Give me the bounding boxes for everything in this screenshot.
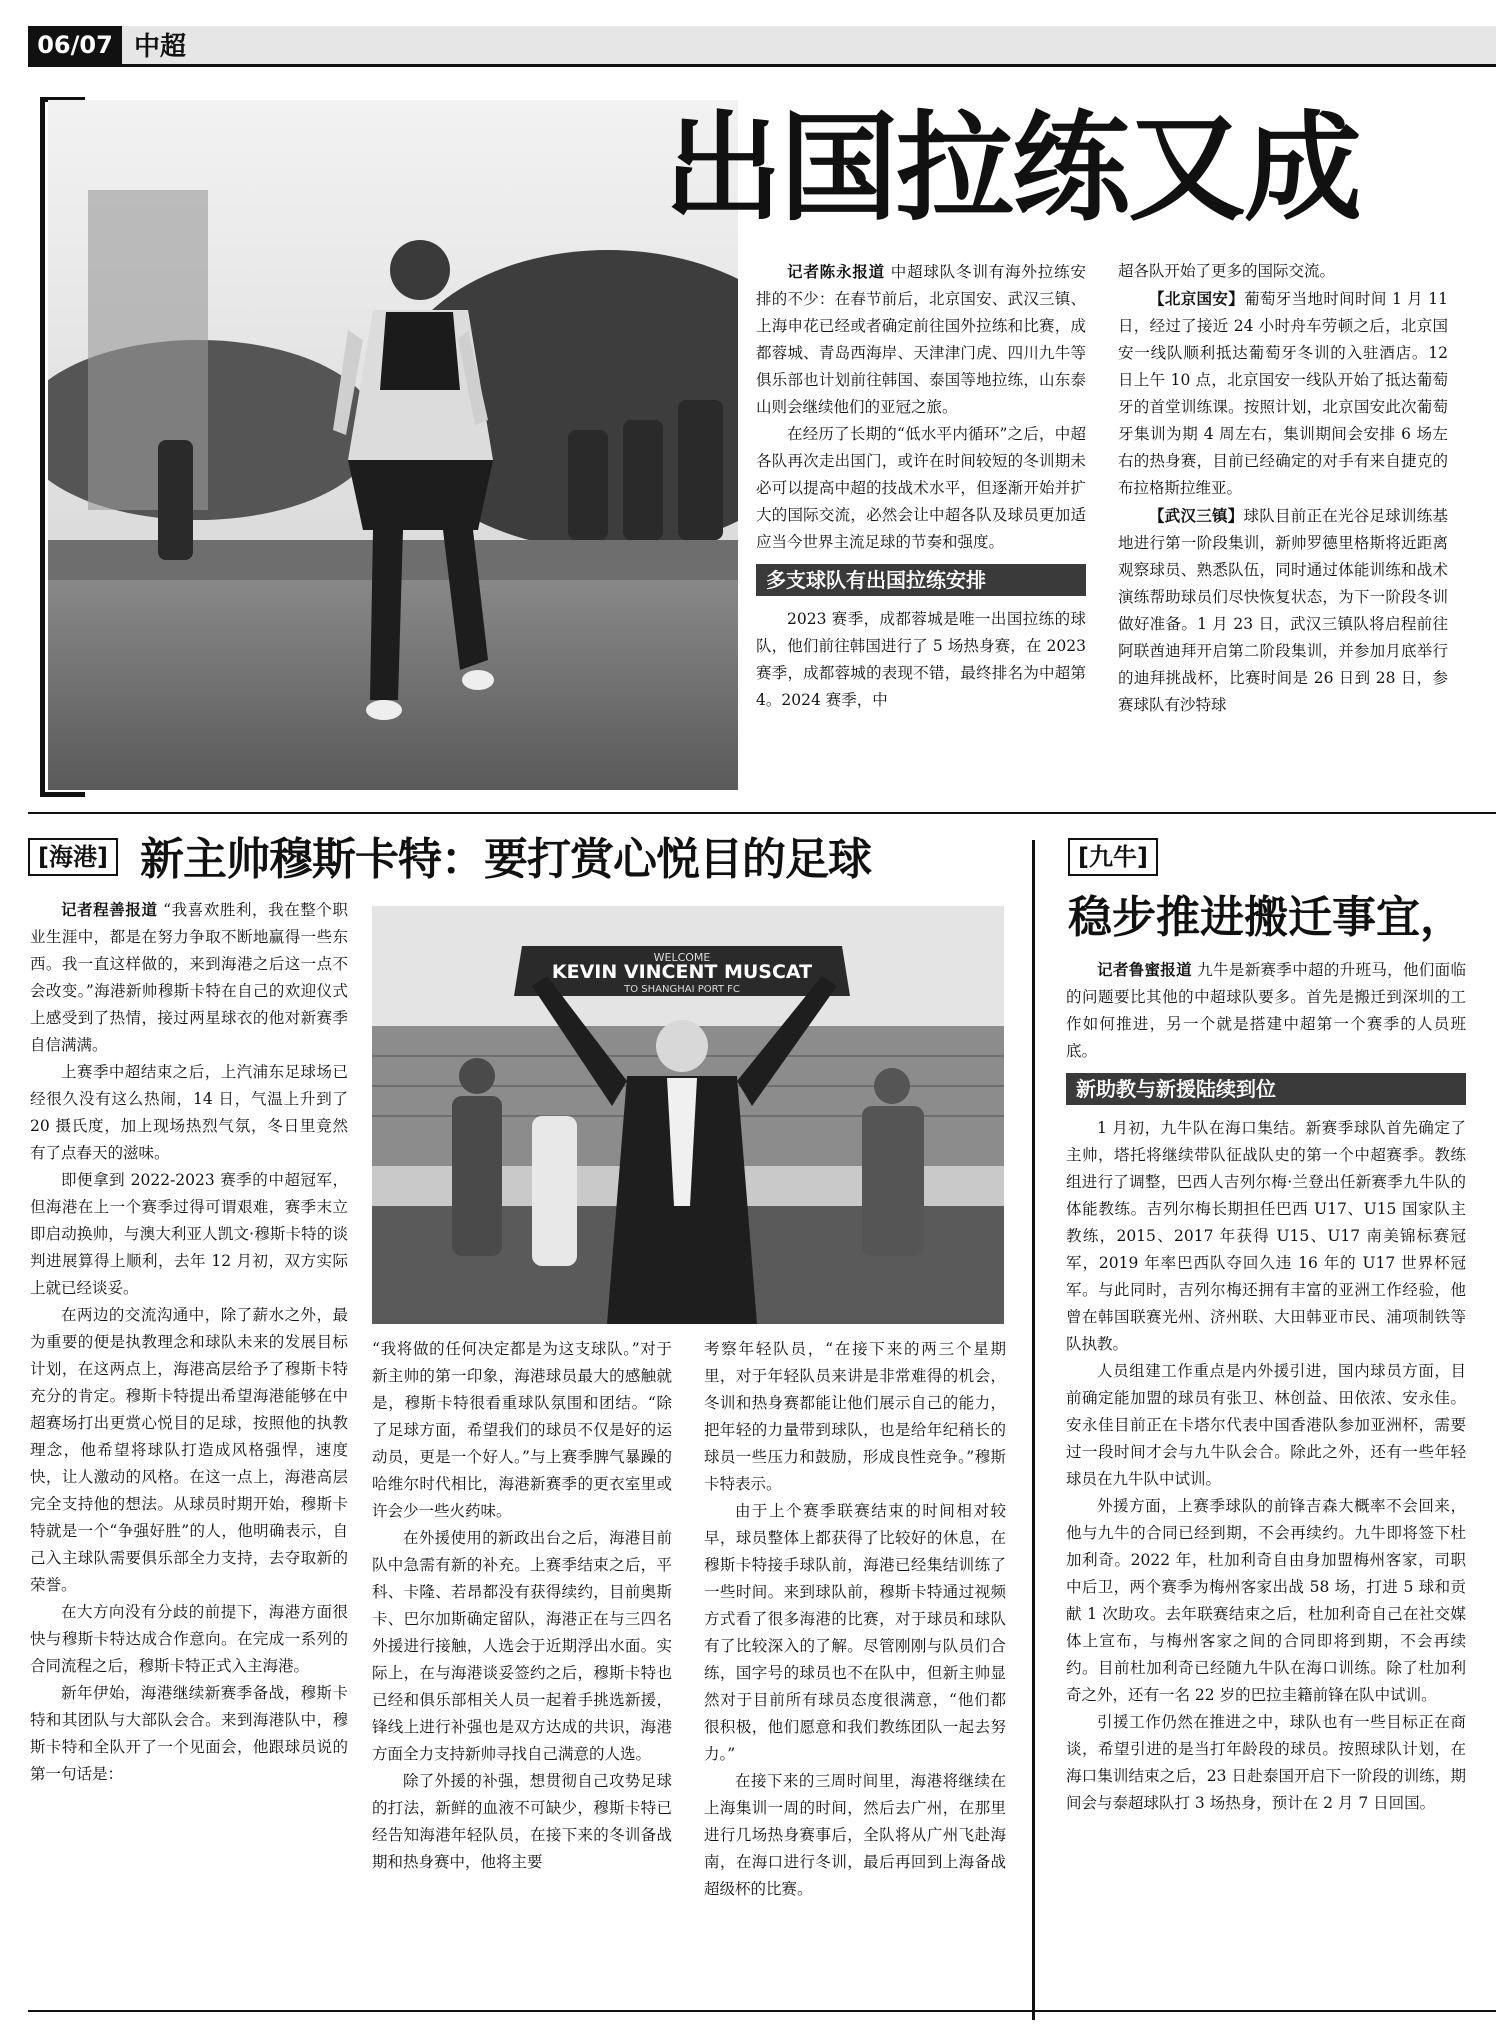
paragraph: 在两边的交流沟通中，除了薪水之外，最为重要的便是执教理念和球队未来的发展目标计划，在这两点上，海港高层给予了穆斯卡特充分的肯定。穆斯卡特提出希望海港能够在中超赛场打出更赏心悦目的足球，按照他的执教理念，他希望将球队打造成风格强悍，速度快，让人激动的风格。在这一点上，海港高层完全支持他的想法。从球员时期开始，穆斯卡特就是一个“争强好胜”的人，他明确表示，自己入主球队需要俱乐部全力支持，去夺取新的荣誉。 [30, 1306, 348, 1594]
byline: 记者陈永报道 [787, 262, 886, 281]
paragraph: 在接下来的三周时间里，海港将继续在上海集训一周的时间，然后去广州，在那里进行几场热身赛事后，全队将从广州飞赴海南，在海口进行冬训，最后再回到上海备战超级杯的比赛。 [704, 1772, 1006, 1898]
byline: 记者鲁蜜报道 [1097, 960, 1192, 979]
paragraph: 由于上个赛季联赛结束的时间相对较早，球员整体上都获得了比较好的休息，在穆斯卡特接手球队前，海港已经集结训练了一些时间。来到球队前，穆斯卡特通过视频方式看了很多海港的比赛，对于球员和球队有了比较深入的了解。尽管刚刚与队员们合练，国字号的球员也不在队中，但新主帅显然对于目前所有球员态度很满意，“他们都很积极，他们愿意和我们教练团队一起去努力。” [704, 1502, 1006, 1763]
section-title: 中超 [134, 32, 187, 62]
paragraph: 考察年轻队员，“在接下来的两三个星期里，对于年轻队员来讲是非常难得的机会，冬训和热身赛都能让他们展示自己的能力，把年轻的力量带到球队，也是给年纪稍长的球员一些压力和鼓励，形成良性竞争。”穆斯卡特表示。 [704, 1340, 1006, 1493]
paragraph: 1 月初，九牛队在海口集结。新赛季球队首先确定了主帅，塔托将继续带队征战队史的第一个中超赛季。教练组进行了调整，巴西人吉列尔梅·兰登出任新赛季九牛队的体能教练。吉列尔梅长期担任巴西 U17、U15 国家队主教练，2015、2017 年获得 U15、U17 南美锦标赛冠军，2019 年率巴西队夺回久违 16 年的 U17 世界杯冠军。与此同时，吉列尔梅还拥有丰富的亚洲工作经验，他曾在韩国联赛光州、济州联、大田韩亚市民、浦项制铁等队执教。 [1066, 1119, 1466, 1353]
top-article-column-1 [756, 258, 1086, 714]
paragraph: 2023 赛季，成都蓉城是唯一出国拉练的球队，他们前往韩国进行了 5 场热身赛，在 2023 赛季，成都蓉城的表现不错，最终排名为中超第 4。2024 赛季，中 [756, 610, 1086, 709]
page-number: 06/07 [28, 26, 122, 64]
paragraph: 外援方面，上赛季球队的前锋吉森大概率不会回来，他与九牛的合同已经到期，不会再续约。九牛即将签下杜加利奇。2022 年，杜加利奇自由身加盟梅州客家，司职中后卫，两个赛季为梅州客家出战 58 场，打进 5 球和贡献 1 次助攻。去年联赛结束之后，杜加利奇自己在社交媒体上宣布，与梅州客家之间的合同即将到期，不会再续约。目前杜加利奇已经随九牛队在海口训练。除了杜加利奇之外，还有一名 22 岁的巴拉圭籍前锋在队中试训。 [1066, 1497, 1466, 1704]
column-divider [1032, 840, 1035, 2020]
paragraph: 上赛季中超结束之后，上汽浦东足球场已经很久没有这么热闹，14 日，气温上升到了 20 摄氏度，加上现场热烈气氛，冬日里竟然有了点春天的滋味。 [30, 1063, 348, 1162]
paragraph [30, 896, 348, 1059]
paragraph [1118, 502, 1448, 719]
paragraph: 新年伊始，海港继续新赛季备战，穆斯卡特和其团队与大部队会合。来到海港队中，穆斯卡特和全队开了一个见面会，他跟球员说的第一句话是： [30, 1684, 348, 1783]
paragraph: 引援工作仍然在推进之中，球队也有一些目标正在商谈，希望引进的是当打年龄段的球员。按照球队计划，在海口集训结束之后，23 日赴泰国开启下一阶段的训练，期间会与泰超球队打 3 场热身，预计在 2 月 7 日回国。 [1066, 1713, 1466, 1812]
jiuniu-tag: [九牛] [1068, 838, 1158, 876]
paragraph-text: “我喜欢胜利，我在整个职业生涯中，都是在努力争取不断地赢得一些东西。我一直这样做的，来到海港之后这一点不会改变。”海港新帅穆斯卡特在自己的欢迎仪式上感受到了热情，接过两星球衣的他对新赛季自信满满。 [30, 901, 348, 1054]
paragraph: 即便拿到 2022-2023 赛季的中超冠军，但海港在上一个赛季过得可谓艰难，赛季末立即启动换帅，与澳大利亚人凯文·穆斯卡特的谈判进展算得上顺利，去年 12 月初，双方实际上就已经谈妥。 [30, 1171, 348, 1297]
top-article-intro [756, 258, 1086, 421]
haigang-column-1 [30, 896, 348, 1788]
subheading: 新助教与新援陆续到位 [1066, 1073, 1466, 1105]
haigang-photo [372, 906, 1004, 1324]
hero-photo [48, 100, 738, 790]
paragraph-text: 球队目前正在光谷足球训练基地进行第一阶段集训，新帅罗德里格斯将近距离观察球员、熟悉队伍，同时通过体能训练和战术演练帮助球员们尽快恢复状态，为下一阶段冬训做好准备。1 月 23 日，武汉三镇队将启程前往阿联酋迪拜开启第二阶段集训，并参加月底举行的迪拜挑战杯，比赛时间是 26 日到 28 日，参赛球队有沙特球 [1118, 507, 1448, 714]
paragraph: 中超球队冬训有海外拉练安排的不少：在春节前后，北京国安、武汉三镇、上海申花已经或者确定前往国外拉练和比赛，成都蓉城、青岛西海岸、天津津门虎、四川九牛等俱乐部也计划前往韩国、泰国等地拉练，山东泰山则会继续他们的亚冠之旅。 [756, 263, 1086, 416]
byline: 记者程善报道 [61, 900, 158, 919]
main-headline: 出国拉练又成 [664, 98, 1361, 237]
paragraph: 在外援使用的新政出台之后，海港目前队中急需有新的补充。上赛季结束之后，平科、卡隆、若昂都没有获得续约，目前奥斯卡、巴尔加斯确定留队，海港正在与三四名外援进行接触，人选会于近期浮出水面。实际上，在与海港谈妥签约之后，穆斯卡特也已经和俱乐部相关人员一起着手挑选新援，锋线上进行补强也是双方达成的共识，海港方面全力支持新帅寻找自己满意的人选。 [372, 1529, 672, 1763]
section-divider [28, 812, 1496, 814]
paragraph [1118, 285, 1448, 502]
top-article-column-2 [1118, 258, 1448, 719]
team-label: 【北京国安】 [1149, 289, 1245, 308]
haigang-column-3 [704, 1336, 1006, 1903]
haigang-column-2 [372, 1336, 672, 1876]
paragraph: 在经历了长期的“低水平内循环”之后，中超各队再次走出国门，或许在时间较短的冬训期未必可以提高中超的技战术水平，但逐渐开始并扩大的国际交流，必然会让中超各队及球员更加适应当今世界主流足球的节奏和强度。 [756, 425, 1086, 551]
muscat-photo-illustration [372, 906, 1004, 1324]
runner-photo-illustration [48, 100, 738, 790]
jiuniu-headline: 稳步推进搬迁事宜， [1068, 892, 1464, 943]
page-header-bar [28, 26, 1496, 67]
haigang-headline: 新主帅穆斯卡特：要打赏心悦目的足球 [140, 834, 871, 885]
paragraph-text: 九牛是新赛季中超的升班马，他们面临的问题要比其他的中超球队要多。首先是搬迁到深圳的工作如何推进，另一个就是搭建中超第一个赛季的人员班底。 [1066, 961, 1466, 1060]
paragraph: 除了外援的补强，想贯彻自己攻势足球的打法，新鲜的血液不可缺少，穆斯卡特已经告知海港年轻队员，在接下来的冬训备战期和热身赛中，他将主要 [372, 1772, 672, 1871]
scarf-text: KEVIN VINCENT MUSCAT [551, 961, 813, 983]
scarf-top-text: WELCOME [653, 951, 711, 964]
haigang-tag: [海港] [28, 838, 118, 876]
page-bottom-rule [28, 2010, 1496, 2012]
scarf-small-text: TO SHANGHAI PORT FC [624, 984, 740, 995]
team-label: 【武汉三镇】 [1149, 506, 1244, 525]
subheading: 多支球队有出国拉练安排 [756, 564, 1086, 596]
jiuniu-column [1066, 956, 1466, 1817]
paragraph: “我将做的任何决定都是为这支球队。”对于新主帅的第一印象，海港球员最大的感触就是，穆斯卡特很看重球队氛围和团结。“除了足球方面，希望我们的球员不仅是好的运动员，更是一个好人。”与上赛季脾气暴躁的哈维尔时代相比，海港新赛季的更衣室里或许会少一些火药味。 [372, 1340, 672, 1520]
paragraph: 人员组建工作重点是内外援引进，国内球员方面，目前确定能加盟的球员有张卫、林创益、田依浓、安永佳。安永佳目前正在卡塔尔代表中国香港队参加亚洲杯，需要过一段时间才会与九牛队会合。除此之外，还有一些年轻球员在九牛队中试训。 [1066, 1362, 1466, 1488]
paragraph: 在大方向没有分歧的前提下，海港方面很快与穆斯卡特达成合作意向。在完成一系列的合同流程之后，穆斯卡特正式入主海港。 [30, 1603, 348, 1675]
paragraph [1066, 956, 1466, 1065]
paragraph: 超各队开始了更多的国际交流。 [1118, 262, 1336, 280]
paragraph-text: 葡萄牙当地时间时间 1 月 11 日，经过了接近 24 小时舟车劳顿之后，北京国安一线队顺利抵达葡萄牙冬训的入驻酒店。12 日上午 10 点，北京国安一线队开始了抵达葡萄牙的首堂训练课。按照计划，北京国安此次葡萄牙集训为期 4 周左右，集训期间会安排 6 场左右的热身赛，目前已经确定的对手有来自捷克的布拉格斯拉维亚。 [1118, 290, 1448, 497]
